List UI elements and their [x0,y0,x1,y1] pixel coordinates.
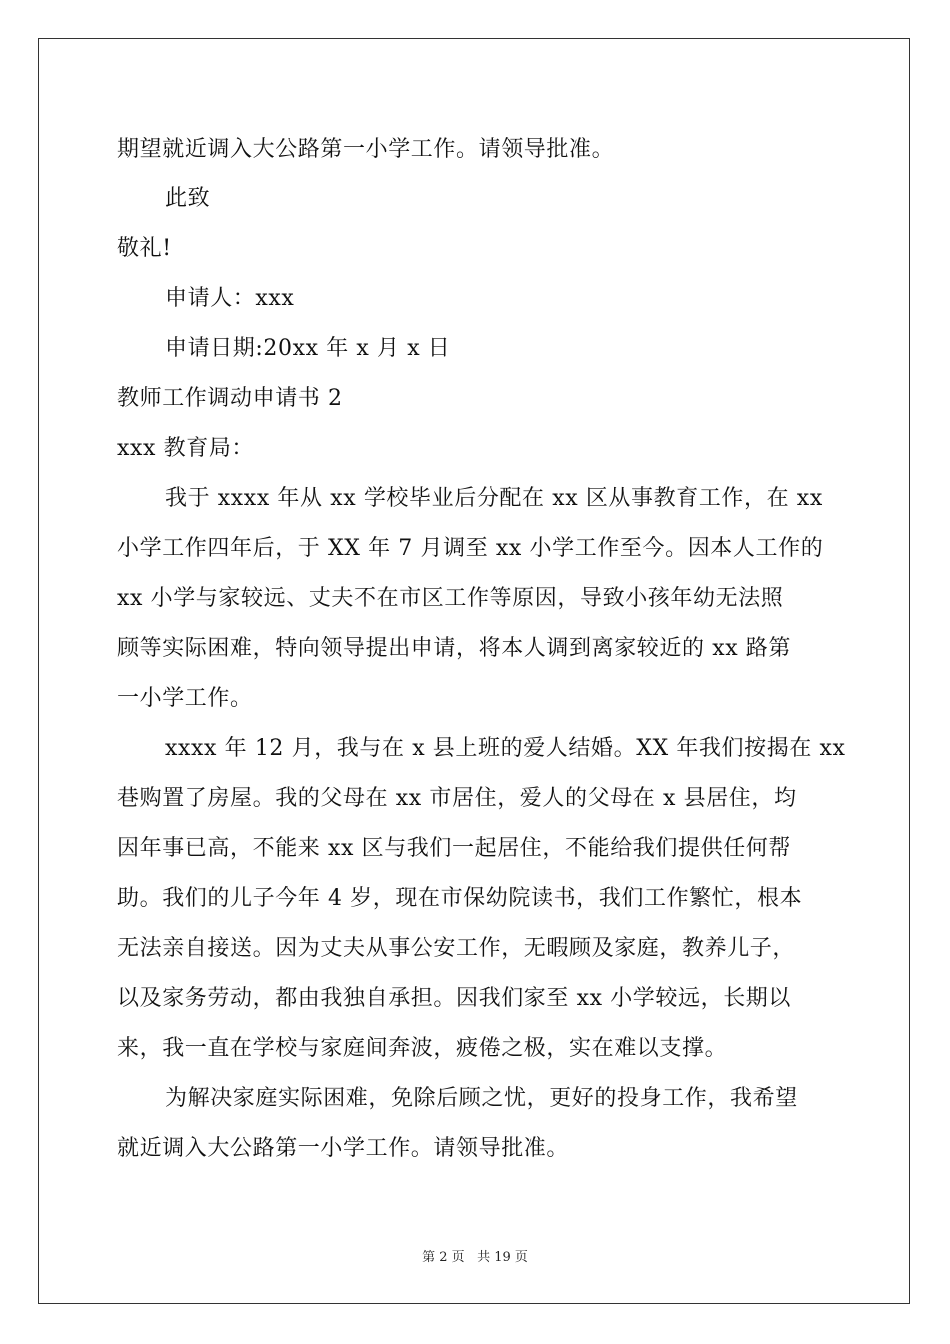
paragraph-line: 无法亲自接送。因为丈夫从事公安工作，无暇顾及家庭，教养儿子， [117,936,796,961]
page-border [38,38,910,1304]
paragraph-line: 巷购置了房屋。我的父母在 xx 市居住，爱人的父母在 x 县居住，均 [117,786,797,811]
body-line-1: 期望就近调入大公路第一小学工作。请领导批准。 [117,137,615,162]
paragraph-line: 助。我们的儿子今年 4 岁，现在市保幼院读书，我们工作繁忙，根本 [117,886,803,911]
section-title: 教师工作调动申请书 2 [117,386,343,411]
paragraph-line: 顾等实际困难，特向领导提出申请，将本人调到离家较近的 xx 路第 [117,636,792,661]
paragraph-line: 我于 xxxx 年从 xx 学校毕业后分配在 xx 区从事教育工作，在 xx [165,486,823,511]
page-number: 第 2 页 [422,1250,465,1265]
closing-respect: 敬礼! [117,236,172,261]
page-total: 共 19 页 [477,1250,528,1265]
paragraph-line: xx 小学与家较远、丈夫不在市区工作等原因，导致小孩年幼无法照 [117,586,784,611]
paragraph-line: 就近调入大公路第一小学工作。请领导批准。 [117,1136,570,1161]
paragraph-line: 以及家务劳动，都由我独自承担。因我们家至 xx 小学较远，长期以 [117,986,792,1011]
paragraph-line: 为解决家庭实际困难，免除后顾之忧，更好的投身工作，我希望 [165,1086,798,1111]
paragraph-line: 小学工作四年后，于 XX 年 7 月调至 xx 小学工作至今。因本人工作的 [117,536,824,561]
paragraph-line: 因年事已高，不能来 xx 区与我们一起居住，不能给我们提供任何帮 [117,836,792,861]
page-footer [0,1246,950,1265]
paragraph-line: xxxx 年 12 月，我与在 x 县上班的爱人结婚。XX 年我们按揭在 xx [165,736,846,761]
closing-salutation: 此致 [165,186,211,211]
applicant-line: 申请人：xxx [165,286,295,311]
application-date: 申请日期:20xx 年 x 月 x 日 [165,336,451,361]
paragraph-line: 来，我一直在学校与家庭间奔波，疲倦之极，实在难以支撑。 [117,1036,728,1061]
addressee: xxx 教育局： [117,436,255,461]
paragraph-line: 一小学工作。 [117,686,253,711]
